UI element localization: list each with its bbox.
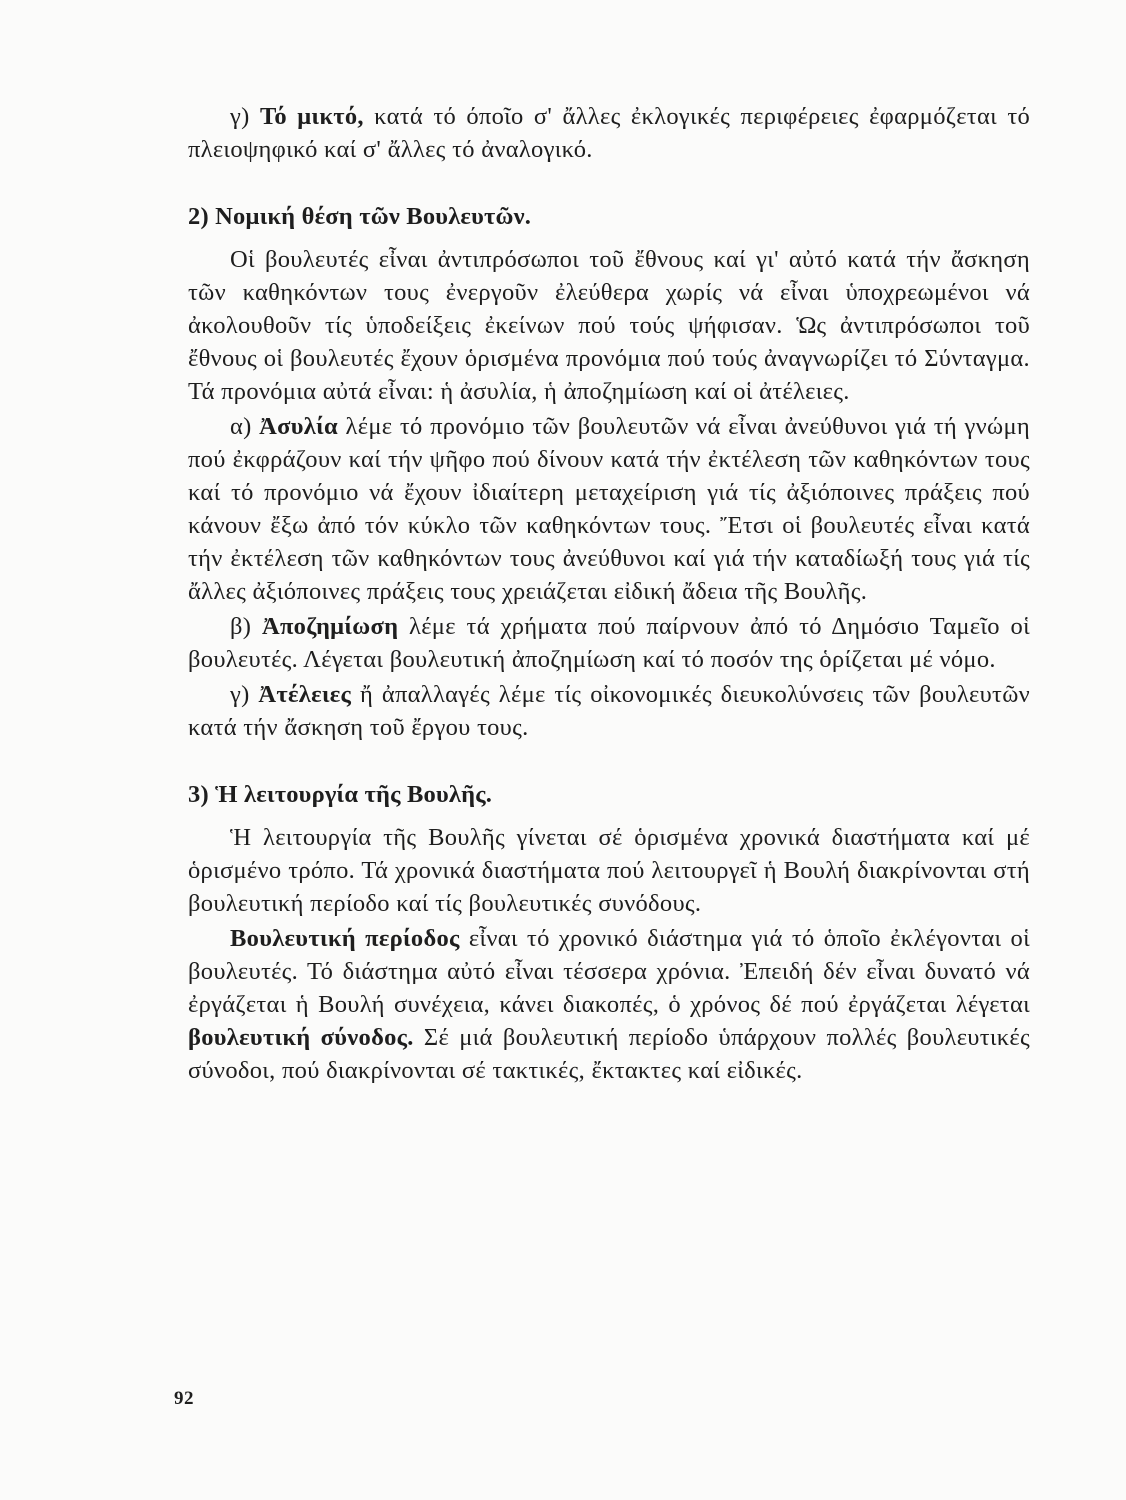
paragraph-text: λέμε τά χρήματα πού παίρνουν ἀπό τό Δημόσιο Ταμεῖο οἱ βουλευτές. Λέγεται βουλευτική ἀποζημίωση καί τό ποσόν της ὁρίζεται μέ νόμο. [188,613,1030,673]
list-marker: γ) [230,681,259,708]
paragraph-parliamentary-term [188,922,1030,1087]
paragraph-time-periods: Ἡ λειτουργία τῆς Βουλῆς γίνεται σέ ὁρισμένα χρονικά διαστήματα καί μέ ὁρισμένο τρόπο. Τά χρονικά διαστήματα πού λειτουργεῖ ἡ Βουλή διακρίνονται στή βουλευτική περίοδο καί τίς βουλευτικές συνόδους. [188,824,1030,917]
bold-term: Τό μικτό, [259,103,364,130]
paragraph-compensation [188,610,1030,676]
section-heading-parliament-function: 3) Ἡ λειτουργία τῆς Βουλῆς. [188,781,493,808]
paragraph-text: Σέ μιά βουλευτική περίοδο ὑπάρχουν πολλές βουλευτικές σύνοδοι, πού διακρίνονται σέ τακτικές, ἔκτακτες καί εἰδικές. [188,1024,1030,1084]
paragraph-exemptions [188,678,1030,744]
section-heading-legal-status: 2) Νομική θέση τῶν Βουλευτῶν. [188,203,532,230]
bold-term: Ἀποζημίωση [261,613,399,640]
paragraph-text: εἶναι τό χρονικό διάστημα γιά τό ὁποῖο ἐκλέγονται οἱ βουλευτές. Τό διάστημα αὐτό εἶναι τέσσερα χρόνια. Ἐπειδή δέν εἶναι δυνατό νά ἐργάζεται ἡ Βουλή συνέχεια, κάνει διακοπές, ὁ χρόνος δέ πού ἐργάζεται λέγεται [188,925,1030,1018]
bold-term: Βουλευτική περίοδος [230,925,460,952]
paragraph-text: ἤ ἀπαλλαγές λέμε τίς οἰκονομικές διευκολύνσεις τῶν βουλευτῶν κατά τήν ἄσκηση τοῦ ἔργου τους. [188,681,1030,741]
paragraph-mixed-system [188,100,1030,166]
bold-term: βουλευτική σύνοδος. [188,1024,414,1051]
paragraph-text: λέμε τό προνόμιο τῶν βουλευτῶν νά εἶναι ἀνεύθυνοι γιά τή γνώμη πού ἐκφράζουν καί τήν ψῆφο πού δίνουν κατά τήν ἐκτέλεση τῶν καθηκόντων τους καί τό προνόμιο νά ἔχουν ἰδιαίτερη μεταχείριση γιά τίς ἀξιόποινες πράξεις πού κάνουν ἔξω ἀπό τόν κύκλο τῶν καθηκόντων τους. Ἔτσι οἱ βουλευτές εἶναι κατά τήν ἐκτέλεση τῶν καθηκόντων τους ἀνεύθυνοι καί γιά τήν καταδίωξή τους γιά τίς ἄλλες ἀξιόποινες πράξεις τους χρειάζεται εἰδική ἄδεια τῆς Βουλῆς. [188,413,1030,605]
list-marker: β) [230,613,262,640]
page-number: 92 [174,1388,194,1409]
list-marker: α) [230,413,260,440]
paragraph-immunity [188,410,1030,608]
page-body [188,100,1030,1087]
list-marker: γ) [230,103,260,130]
paragraph-text: κατά τό όποῖο σ' ἄλλες ἐκλογικές περιφέρειες ἐφαρμόζεται τό πλειοψηφικό καί σ' ἄλλες τό ἀναλογικό. [188,103,1031,163]
paragraph-representatives: Οἱ βουλευτές εἶναι ἀντιπρόσωποι τοῦ ἔθνους καί γι' αὐτό κατά τήν ἄσκηση τῶν καθηκόντων τους ἐνεργοῦν ἐλεύθερα χωρίς νά εἶναι ὑποχρεωμένοι νά ἀκολουθοῦν τίς ὑποδείξεις ἐκείνων πού τούς ψήφισαν. Ὡς ἀντιπρόσωποι τοῦ ἔθνους οἱ βουλευτές ἔχουν ὁρισμένα προνόμια πού τούς ἀναγνωρίζει τό Σύνταγμα. Τά προνόμια αὐτά εἶναι: ἡ ἀσυλία, ἡ ἀποζημίωση καί οἱ ἀτέλειες. [188,246,1030,405]
bold-term: Ἀτέλειες [258,681,352,708]
bold-term: Ἀσυλία [259,413,338,440]
